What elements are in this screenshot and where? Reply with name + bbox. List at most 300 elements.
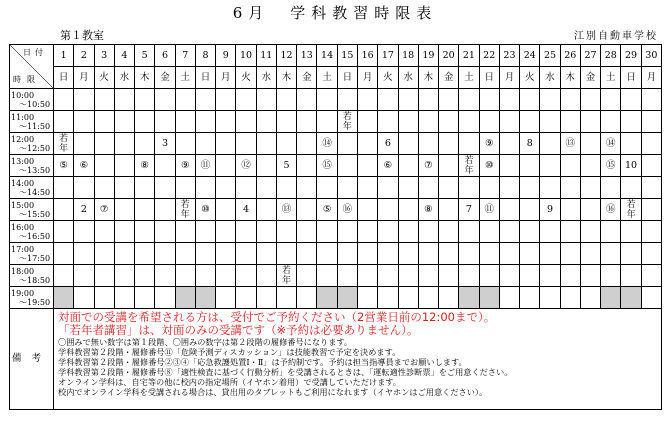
schedule-cell (641, 243, 661, 265)
period-row (10, 243, 662, 265)
lesson-entry: ⑮ (606, 159, 616, 171)
schedule-cell (418, 177, 438, 199)
lesson-entry: ⑩ (201, 203, 210, 215)
schedule-cell (114, 133, 134, 155)
notice-line: 〇囲みで無い数字は第１段階、〇囲みの数字は第２段階の履修番号になります。 (58, 337, 353, 347)
schedule-cell (398, 111, 418, 133)
schedule-cell (479, 265, 499, 287)
schedule-cell (459, 133, 479, 155)
header-row-dates (10, 45, 662, 67)
schedule-cell (155, 111, 175, 133)
schedule-cell (357, 89, 377, 111)
notice-line: 学科教習第２段階・履修番号⑧「適性検査に基づく行動分析」を受講されるときは、「運転適性診断票」をご用意ください。 (58, 367, 513, 378)
schedule-cell (317, 177, 337, 199)
period-row (10, 177, 662, 199)
schedule-cell (560, 199, 580, 221)
notice-line: オンライン学科は、自宅等の他に校内の指定場所（イヤホン着用）で受講していただけます。 (58, 377, 401, 388)
schedule-cell (378, 287, 398, 309)
schedule-cell (216, 133, 236, 155)
weekday: 水 (398, 67, 418, 89)
weekday: 日 (54, 67, 74, 89)
classroom-label: 第１教室 (60, 29, 104, 42)
schedule-cell (499, 111, 519, 133)
schedule-cell (175, 265, 195, 287)
schedule-cell (499, 243, 519, 265)
schedule-cell (94, 111, 114, 133)
schedule-cell (378, 155, 398, 177)
schedule-cell (418, 265, 438, 287)
schedule-cell (459, 199, 479, 221)
schedule-cell (114, 243, 134, 265)
lesson-entry: ⑬ (565, 137, 576, 149)
schedule-cell (398, 243, 418, 265)
schedule-cell (560, 287, 580, 309)
schedule-cell (236, 133, 256, 155)
period-time: 13:00 ～13:50 (10, 155, 54, 177)
schedule-cell (580, 199, 600, 221)
schedule-cell (74, 265, 94, 287)
schedule-cell (621, 155, 641, 177)
header-corner (10, 45, 54, 89)
schedule-cell (94, 155, 114, 177)
schedule-cell (378, 133, 398, 155)
schedule-cell (236, 177, 256, 199)
schedule-cell (560, 155, 580, 177)
day-number: 24 (520, 45, 540, 67)
schedule-cell (580, 265, 600, 287)
day-number: 10 (236, 45, 256, 67)
schedule-cell (276, 265, 296, 287)
period-row (10, 133, 662, 155)
schedule-cell (357, 111, 377, 133)
weekday: 日 (479, 67, 499, 89)
schedule-cell (54, 287, 74, 309)
period-row (10, 89, 662, 111)
schedule-cell (520, 111, 540, 133)
schedule-cell (337, 287, 357, 309)
lesson-entry: 2 (80, 203, 87, 215)
schedule-cell (155, 177, 175, 199)
schedule-cell (520, 155, 540, 177)
lesson-entry: ⑦ (424, 159, 433, 171)
schedule-cell (439, 243, 459, 265)
lesson-entry: 9 (546, 203, 554, 215)
lesson-entry: 4 (243, 203, 250, 215)
lesson-entry: ⑫ (241, 159, 251, 171)
schedule-cell (236, 155, 256, 177)
schedule-cell (175, 177, 195, 199)
schedule-cell (175, 221, 195, 243)
schedule-cell (601, 265, 621, 287)
schedule-cell (479, 221, 499, 243)
day-number: 15 (337, 45, 357, 67)
schedule-cell (560, 89, 580, 111)
schedule-cell (459, 265, 479, 287)
schedule-cell (135, 199, 155, 221)
schedule-cell (317, 199, 337, 221)
day-number: 6 (155, 45, 175, 67)
schedule-cell (135, 177, 155, 199)
schedule-cell (439, 177, 459, 199)
schedule-cell (155, 287, 175, 309)
schedule-cell (357, 287, 377, 309)
schedule-cell (276, 89, 296, 111)
period-time: 18:00 ～18:50 (10, 265, 54, 287)
schedule-cell (155, 265, 175, 287)
period-row (10, 111, 662, 133)
lesson-entry: ⑨ (180, 159, 190, 171)
lesson-entry: ⑪ (484, 203, 494, 215)
schedule-cell (439, 287, 459, 309)
day-number: 18 (398, 45, 418, 67)
notice-red: 対面での受講を希望される方は、受付でご予約ください（2営業日前の12:00まで）。 (58, 310, 496, 324)
schedule-cell (418, 243, 438, 265)
schedule-cell (418, 287, 438, 309)
schedule-cell (540, 199, 560, 221)
schedule-cell (398, 177, 418, 199)
schedule-cell (499, 177, 519, 199)
schedule-cell (256, 287, 276, 309)
schedule-cell (378, 265, 398, 287)
schedule-cell (94, 287, 114, 309)
schedule-cell (135, 155, 155, 177)
day-number: 2 (74, 45, 94, 67)
schedule-cell (236, 111, 256, 133)
schedule-cell (256, 111, 276, 133)
schedule-cell (560, 265, 580, 287)
schedule-cell (580, 287, 600, 309)
schedule-cell (135, 221, 155, 243)
day-number: 23 (499, 45, 519, 67)
schedule-cell (216, 243, 236, 265)
schedule-cell (256, 89, 276, 111)
schedule-cell (276, 133, 296, 155)
weekday: 土 (459, 67, 479, 89)
page-title: 6月 学科教習時限表 (232, 4, 438, 22)
schedule-cell (337, 221, 357, 243)
lesson-entry: ⑮ (322, 159, 332, 171)
schedule-cell (580, 89, 600, 111)
schedule-cell (499, 133, 519, 155)
schedule-cell (216, 199, 236, 221)
day-number: 21 (459, 45, 479, 67)
schedule-cell (297, 243, 317, 265)
schedule-cell (317, 155, 337, 177)
notice-line: 学科教習第２段階・履修番号②③④「応急救護処置Ⅰ・Ⅱ」は予約制です。予約は担当指導員までお願いします。 (58, 357, 467, 368)
schedule-cell (459, 89, 479, 111)
schedule-cell (175, 243, 195, 265)
day-number: 22 (479, 45, 499, 67)
schedule-cell (54, 89, 74, 111)
schedule-cell (74, 177, 94, 199)
schedule-cell (216, 155, 236, 177)
header-row-weekdays (10, 67, 662, 89)
lesson-entry: 若年 (282, 265, 292, 286)
day-number: 20 (439, 45, 459, 67)
schedule-cell (641, 265, 661, 287)
notice-red: 「若年者講習」は、対面のみの受講です（※予約は必要ありません）。 (58, 323, 419, 337)
schedule-cell (580, 133, 600, 155)
lesson-entry: ⑥ (383, 159, 393, 171)
lesson-entry: 若年 (626, 199, 636, 220)
weekday: 月 (216, 67, 236, 89)
weekday: 日 (621, 67, 641, 89)
schedule-cell (94, 89, 114, 111)
schedule-cell (479, 287, 499, 309)
schedule-cell (114, 287, 134, 309)
schedule-cell (54, 133, 74, 155)
lesson-entry: 5 (283, 159, 290, 171)
schedule-cell (236, 287, 256, 309)
lesson-entry: ⑬ (281, 203, 292, 215)
schedule-cell (297, 199, 317, 221)
period-row (10, 221, 662, 243)
schedule-cell (378, 89, 398, 111)
schedule-cell (601, 155, 621, 177)
lesson-entry: 7 (465, 203, 472, 215)
schedule-cell (195, 265, 215, 287)
schedule-cell (236, 89, 256, 111)
schedule-cell (357, 199, 377, 221)
schedule-cell (54, 221, 74, 243)
schedule-cell (54, 155, 74, 177)
schedule-cell (175, 287, 195, 309)
schedule-cell (135, 265, 155, 287)
schedule-cell (236, 265, 256, 287)
weekday: 火 (378, 67, 398, 89)
period-row (10, 265, 662, 287)
period-time: 12:00 ～12:50 (10, 133, 54, 155)
schedule-cell (479, 111, 499, 133)
day-number: 27 (580, 45, 600, 67)
schedule-cell (418, 133, 438, 155)
schedule-cell (459, 177, 479, 199)
schedule-cell (175, 155, 195, 177)
schedule-cell (175, 111, 195, 133)
schedule-cell (479, 133, 499, 155)
schedule-cell (459, 243, 479, 265)
lesson-entry: 10 (625, 159, 638, 171)
schedule-cell (540, 221, 560, 243)
schedule-cell (337, 265, 357, 287)
schedule-cell (580, 243, 600, 265)
period-time: 14:00 ～14:50 (10, 177, 54, 199)
schedule-cell (216, 221, 236, 243)
schedule-cell (418, 111, 438, 133)
schedule-cell (601, 221, 621, 243)
schedule-cell (398, 287, 418, 309)
schedule-cell (74, 111, 94, 133)
school-name: 江別自動車学校 (574, 31, 658, 42)
schedule-cell (418, 221, 438, 243)
schedule-cell (499, 89, 519, 111)
schedule-cell (337, 133, 357, 155)
day-number: 26 (560, 45, 580, 67)
schedule-cell (256, 265, 276, 287)
schedule-cell (357, 177, 377, 199)
schedule-cell (398, 155, 418, 177)
day-number: 3 (94, 45, 114, 67)
schedule-cell (114, 155, 134, 177)
schedule-cell (621, 177, 641, 199)
lesson-entry: ⑭ (606, 137, 616, 149)
schedule-cell (641, 199, 661, 221)
schedule-cell (216, 89, 236, 111)
schedule-cell (601, 243, 621, 265)
schedule-cell (520, 133, 540, 155)
schedule-cell (560, 133, 580, 155)
time-header-label: 時限 (13, 75, 41, 84)
schedule-cell (155, 155, 175, 177)
schedule-cell (297, 133, 317, 155)
schedule-cell (580, 221, 600, 243)
lesson-entry: ⑤ (322, 203, 332, 215)
schedule-cell (74, 155, 94, 177)
schedule-cell (459, 155, 479, 177)
schedule-cell (378, 221, 398, 243)
schedule-cell (195, 177, 215, 199)
schedule-cell (601, 199, 621, 221)
schedule-cell (94, 265, 114, 287)
schedule-cell (297, 155, 317, 177)
schedule-cell (641, 221, 661, 243)
day-number: 8 (195, 45, 215, 67)
schedule-cell (195, 155, 215, 177)
schedule-cell (520, 89, 540, 111)
weekday: 金 (155, 67, 175, 89)
schedule-cell (135, 243, 155, 265)
schedule-cell (74, 243, 94, 265)
schedule-table (9, 44, 662, 410)
period-time: 10:00 ～10:50 (10, 89, 54, 111)
lesson-entry: 若年 (464, 155, 474, 176)
schedule-cell (560, 177, 580, 199)
schedule-cell (479, 177, 499, 199)
weekday: 木 (135, 67, 155, 89)
lesson-entry: 若年 (342, 111, 352, 132)
schedule-cell (94, 177, 114, 199)
schedule-cell (195, 199, 215, 221)
schedule-cell (560, 111, 580, 133)
schedule-cell (256, 177, 276, 199)
schedule-cell (337, 155, 357, 177)
weekday: 水 (114, 67, 134, 89)
schedule-cell (297, 287, 317, 309)
schedule-cell (135, 287, 155, 309)
weekday: 日 (195, 67, 215, 89)
schedule-cell (378, 177, 398, 199)
schedule-cell (621, 199, 641, 221)
schedule-cell (621, 243, 641, 265)
schedule-cell (520, 243, 540, 265)
schedule-cell (94, 133, 114, 155)
schedule-cell (256, 155, 276, 177)
schedule-cell (216, 265, 236, 287)
schedule-cell (195, 89, 215, 111)
schedule-cell (74, 199, 94, 221)
schedule-cell (499, 221, 519, 243)
schedule-cell (276, 287, 296, 309)
notes-content (54, 309, 662, 410)
schedule-cell (499, 199, 519, 221)
lesson-entry: ⑧ (424, 203, 433, 215)
weekday: 月 (357, 67, 377, 89)
schedule-cell (54, 265, 74, 287)
day-number: 30 (641, 45, 661, 67)
schedule-cell (479, 199, 499, 221)
schedule-cell (621, 133, 641, 155)
schedule-cell (601, 111, 621, 133)
schedule-cell (175, 199, 195, 221)
weekday: 土 (175, 67, 195, 89)
schedule-cell (114, 89, 134, 111)
day-number: 4 (114, 45, 134, 67)
schedule-cell (94, 243, 114, 265)
period-row (10, 155, 662, 177)
schedule-cell (601, 89, 621, 111)
schedule-cell (439, 221, 459, 243)
weekday: 水 (540, 67, 560, 89)
schedule-cell (641, 111, 661, 133)
schedule-cell (175, 133, 195, 155)
schedule-cell (276, 221, 296, 243)
schedule-cell (74, 133, 94, 155)
schedule-cell (601, 177, 621, 199)
schedule-cell (621, 89, 641, 111)
notice-line: 学科教習第２段階・履修番号⑪「危険予測ディスカッション」は技能教習で予定を決めます。 (58, 347, 401, 358)
lesson-entry: 8 (526, 137, 533, 149)
lesson-entry: ⑩ (484, 159, 494, 171)
schedule-cell (641, 89, 661, 111)
day-number: 7 (175, 45, 195, 67)
schedule-cell (580, 177, 600, 199)
schedule-cell (195, 111, 215, 133)
weekday: 月 (499, 67, 519, 89)
schedule-cell (276, 243, 296, 265)
lesson-entry: ⑥ (79, 159, 89, 171)
day-number: 25 (540, 45, 560, 67)
schedule-cell (236, 199, 256, 221)
lesson-entry: ⑯ (606, 203, 616, 215)
schedule-cell (621, 265, 641, 287)
lesson-entry: ⑯ (342, 203, 353, 215)
weekday: 日 (337, 67, 357, 89)
schedule-cell (540, 265, 560, 287)
weekday: 土 (601, 67, 621, 89)
schedule-cell (195, 287, 215, 309)
lesson-entry: ⑦ (99, 203, 109, 215)
schedule-cell (520, 265, 540, 287)
schedule-cell (195, 221, 215, 243)
schedule-cell (540, 89, 560, 111)
schedule-cell (74, 221, 94, 243)
schedule-cell (337, 177, 357, 199)
schedule-cell (357, 221, 377, 243)
period-time: 15:00 ～15:50 (10, 199, 54, 221)
schedule-cell (135, 89, 155, 111)
schedule-cell (540, 287, 560, 309)
schedule-cell (337, 111, 357, 133)
period-time: 11:00 ～11:50 (10, 111, 54, 133)
schedule-cell (520, 199, 540, 221)
schedule-cell (216, 111, 236, 133)
schedule-cell (256, 199, 276, 221)
schedule-cell (155, 221, 175, 243)
schedule-cell (276, 199, 296, 221)
lesson-entry: 若年 (180, 199, 190, 220)
period-time: 16:00 ～16:50 (10, 221, 54, 243)
day-number: 16 (357, 45, 377, 67)
